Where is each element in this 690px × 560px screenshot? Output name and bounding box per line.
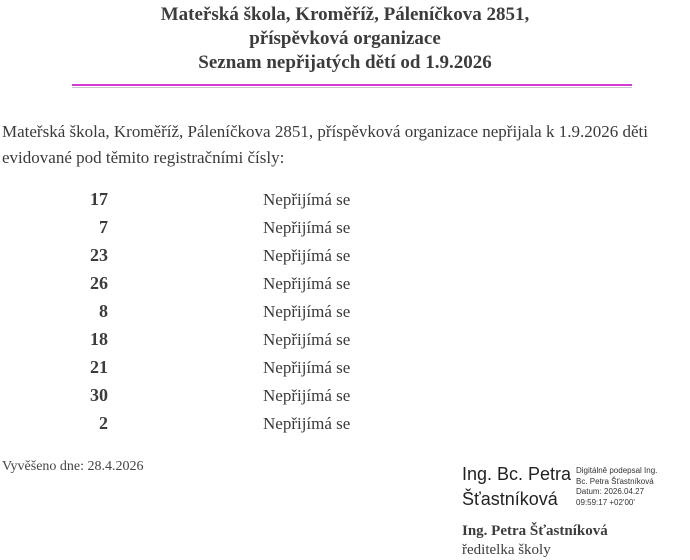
signature-meta-line3: Datum: 2026.04.27: [576, 487, 645, 496]
registration-number: 8: [99, 301, 108, 321]
list-item: [0, 410, 690, 438]
registration-list: [0, 186, 690, 438]
posted-date: Vyvěšeno dne: 28.4.2026: [2, 459, 144, 474]
admission-status: Nepřijímá se: [263, 190, 351, 209]
list-item: [0, 186, 690, 214]
admission-status: Nepřijímá se: [263, 414, 351, 433]
digital-signature-details: [576, 466, 657, 508]
list-item: [0, 270, 690, 298]
signature-name-line2: Šťastníková: [462, 489, 558, 509]
admission-status: Nepřijímá se: [263, 274, 351, 293]
admission-status: Nepřijímá se: [263, 246, 351, 265]
admission-status: Nepřijímá se: [263, 330, 351, 349]
admission-status: Nepřijímá se: [263, 358, 351, 377]
signature-meta-line2: Bc. Petra Šťastníková: [576, 476, 654, 486]
signature-meta-line4: 09:59:17 +02'00': [576, 497, 635, 507]
registration-number: 2: [99, 413, 108, 433]
header-school-name: Mateřská škola, Kroměříž, Páleníčkova 2851,: [160, 4, 530, 25]
registration-number: 23: [90, 245, 108, 265]
admission-status: Nepřijímá se: [263, 302, 351, 321]
list-item: [0, 214, 690, 242]
signatory-name: Ing. Petra Šťastníková: [462, 523, 608, 539]
signature-meta-line1: Digitálně podepsal Ing.: [576, 466, 658, 475]
list-item: [0, 242, 690, 270]
title-underline-shadow: [72, 87, 632, 88]
header-organization-type: příspěvková organizace: [249, 28, 441, 49]
registration-number: 30: [90, 385, 108, 405]
admission-status: Nepřijímá se: [263, 386, 351, 405]
list-item: [0, 354, 690, 382]
registration-number: 17: [90, 189, 108, 209]
list-item: [0, 298, 690, 326]
intro-paragraph: Mateřská škola, Kroměříž, Páleníčkova 2851, příspěvková organizace nepřijala k 1.9.2026 děti evidované pod těmito registračními čísly:: [2, 122, 648, 167]
digital-signature-name: [462, 462, 571, 512]
registration-number: 18: [90, 329, 108, 349]
registration-number: 26: [90, 273, 108, 293]
signatory-role: ředitelka školy: [462, 542, 551, 558]
registration-number: 7: [99, 217, 108, 237]
title-underline: [72, 84, 632, 86]
signature-name-line1: Ing. Bc. Petra: [462, 464, 572, 484]
document-header: [0, 3, 690, 75]
document-title: Seznam nepřijatých dětí od 1.9.2026: [198, 52, 492, 73]
registration-number: 21: [90, 357, 108, 377]
list-item: [0, 382, 690, 410]
admission-status: Nepřijímá se: [263, 218, 351, 237]
list-item: [0, 326, 690, 354]
